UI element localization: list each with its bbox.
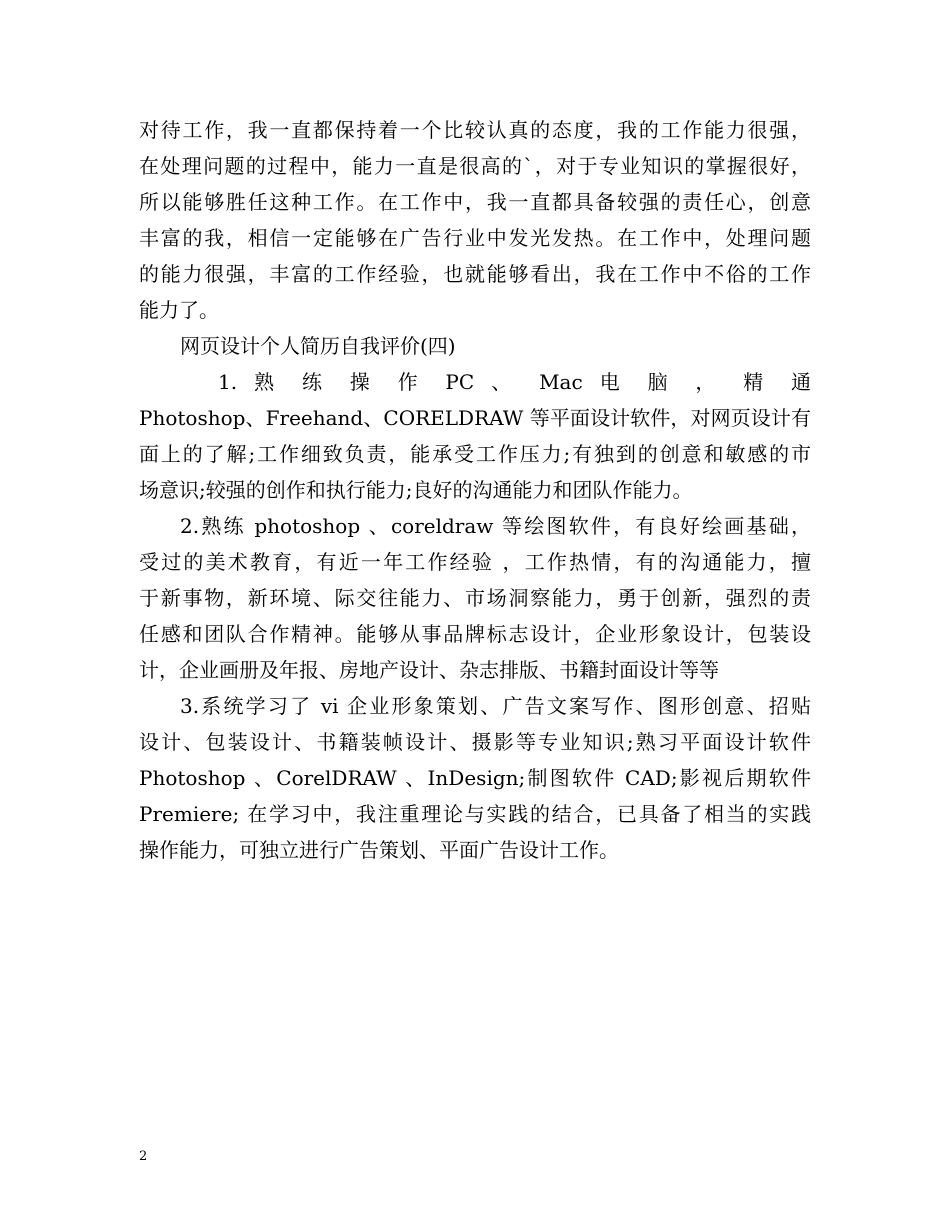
list-item-line: 面上的了解;工作细致负责，能承受工作压力;有独到的创意和敏感的市 [139, 442, 811, 466]
list-item-line: 任感和团队合作精神。能够从事品牌标志设计，企业形象设计，包装设 [139, 622, 811, 646]
list-item-line: 3.系统学习了 vi 企业形象策划、广告文案写作、图形创意、招贴 [180, 694, 811, 718]
list-item-line: 1. 熟 练 操 作 PC 、 Mac 电 脑 ， 精 通 [218, 370, 811, 394]
list-item-line: 受过的美术教育，有近一年工作经验 ，工作热情，有的沟通能力，擅 [139, 550, 811, 574]
list-item-line: Premiere; 在学习中，我注重理论与实践的结合，已具备了相当的实践 [139, 802, 811, 826]
section-heading: 网页设计个人简历自我评价(四) [180, 334, 456, 358]
list-item-line: 计，企业画册及年报、房地产设计、杂志排版、书籍封面设计等等 [139, 658, 719, 682]
paragraph-line: 在处理问题的过程中，能力一直是很高的`，对于专业知识的掌握很好， [139, 154, 811, 178]
list-item-line: 场意识;较强的创作和执行能力;良好的沟通能力和团队作能力。 [139, 478, 693, 502]
paragraph-line: 丰富的我，相信一定能够在广告行业中发光发热。在工作中，处理问题 [139, 226, 811, 250]
list-item-line: Photoshop 、CorelDRAW 、InDesign;制图软件 CAD;影视后期软件 [139, 766, 811, 790]
list-item-line: 设计、包装设计、书籍装帧设计、摄影等专业知识;熟习平面设计软件 [139, 730, 811, 754]
list-item-line: Photoshop、Freehand、CORELDRAW 等平面设计软件，对网页设计有 [139, 406, 811, 430]
paragraph-line: 能力了。 [139, 298, 219, 322]
paragraph-line: 的能力很强，丰富的工作经验，也就能够看出，我在工作中不俗的工作 [139, 262, 811, 286]
list-item-line: 2.熟练 photoshop 、coreldraw 等绘图软件，有良好绘画基础， [180, 514, 811, 538]
page-number: 2 [139, 1149, 148, 1164]
list-item-line: 操作能力，可独立进行广告策划、平面广告设计工作。 [139, 838, 619, 862]
paragraph-line: 所以能够胜任这种工作。在工作中，我一直都具备较强的责任心，创意 [139, 190, 811, 214]
list-item-line: 于新事物，新环境、际交往能力、市场洞察能力，勇于创新，强烈的责 [139, 586, 811, 610]
paragraph-line: 对待工作，我一直都保持着一个比较认真的态度，我的工作能力很强， [139, 118, 811, 142]
